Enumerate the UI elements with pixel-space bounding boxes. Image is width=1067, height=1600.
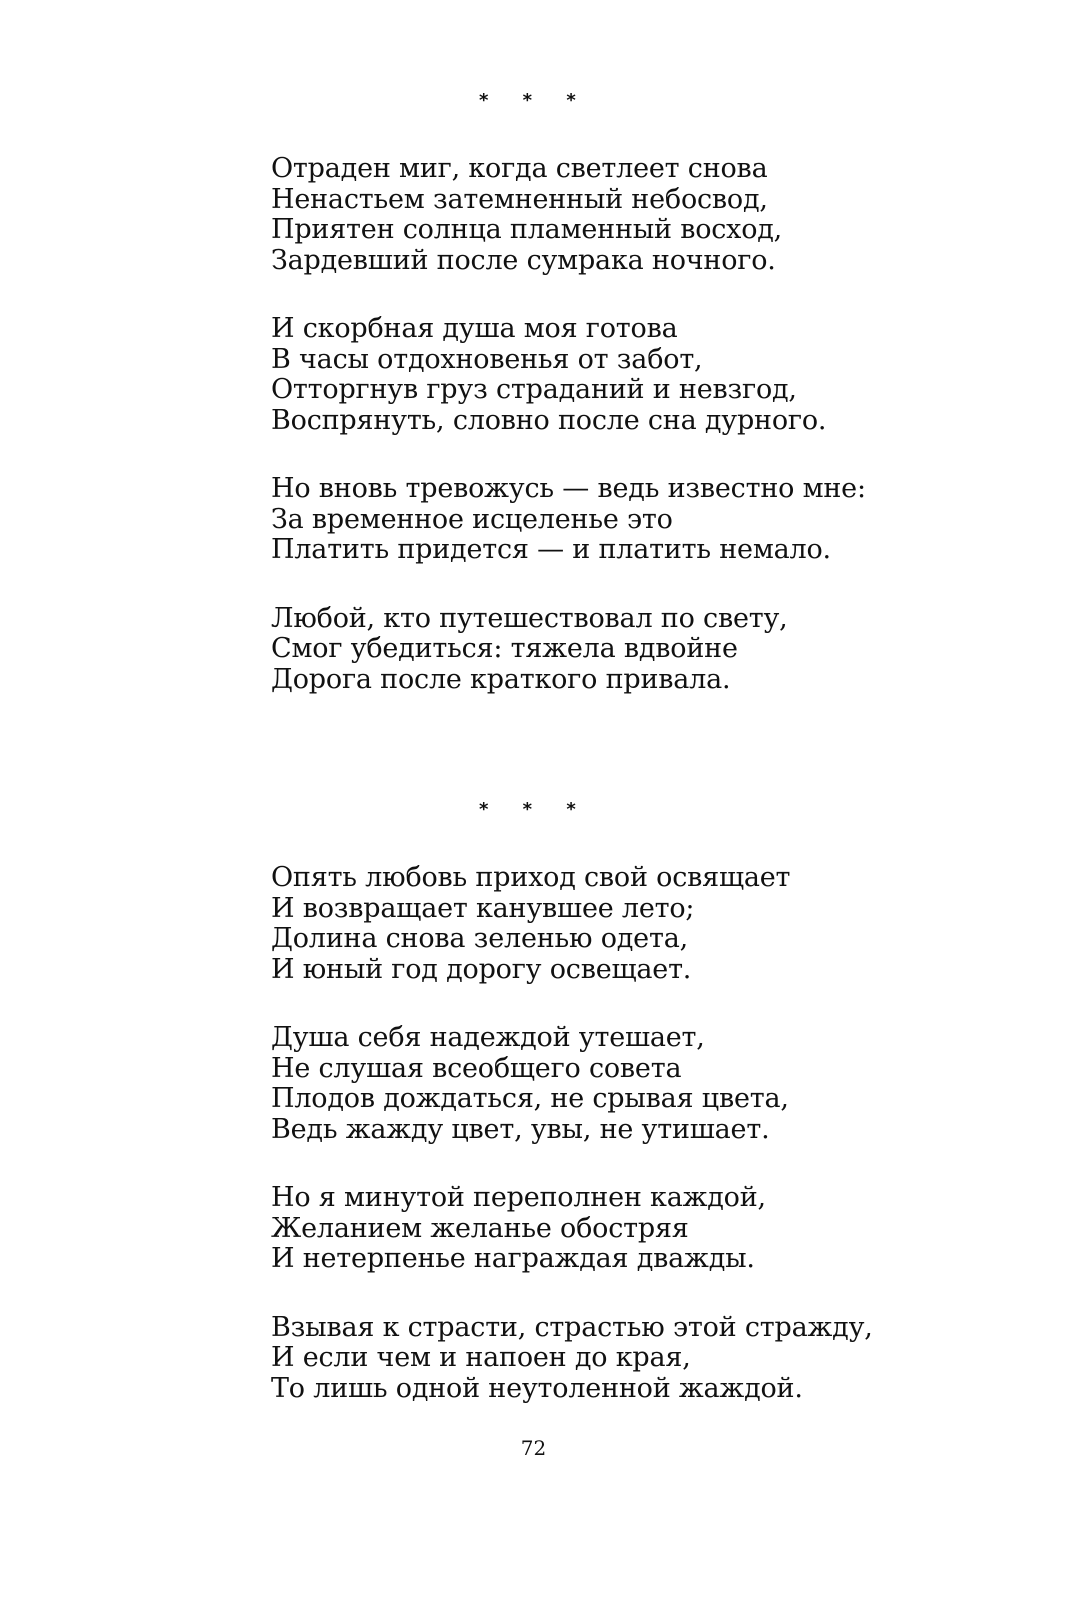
poem-1 bbox=[271, 88, 951, 733]
verse-line: Не слушая всеобщего совета bbox=[271, 1052, 682, 1084]
verse-line: Душа себя надеждой утешает, bbox=[271, 1022, 705, 1053]
poem-2 bbox=[271, 797, 951, 1442]
verse-line: Зардевший после сумрака ночного. bbox=[271, 244, 776, 276]
verse-line: Приятен солнца пламенный восход, bbox=[271, 214, 783, 245]
verse-line: Отторгнув груз страданий и невзгод, bbox=[271, 374, 797, 405]
verse-line: Опять любовь приход свой освящает bbox=[271, 862, 791, 893]
stanza bbox=[271, 314, 951, 436]
stanza bbox=[271, 154, 951, 276]
verse-line: И возвращает канувшее лето; bbox=[271, 892, 695, 924]
verse-line: Любой, кто путешествовал по свету, bbox=[271, 602, 788, 634]
section-separator: * * * bbox=[479, 90, 590, 111]
verse-line: Долина снова зеленью одета, bbox=[271, 923, 688, 954]
verse-line: И юный год дорогу освещает. bbox=[271, 953, 692, 985]
stanza bbox=[271, 604, 951, 696]
verse-line: В часы отдохновенья от забот, bbox=[271, 343, 703, 375]
verse-line: Но вновь тревожусь — ведь известно мне: bbox=[271, 473, 866, 504]
verse-line: За временное исцеленье это bbox=[271, 503, 673, 535]
verse-line: И нетерпенье награждая дважды. bbox=[271, 1243, 755, 1274]
verse-line: И если чем и напоен до края, bbox=[271, 1342, 691, 1373]
verse-line: Но я минутой переполнен каждой, bbox=[271, 1182, 766, 1213]
verse-line: Платить придется — и платить немало. bbox=[271, 534, 831, 565]
section-separator: * * * bbox=[479, 799, 590, 820]
verse-line: Ненастьем затемненный небосвод, bbox=[271, 183, 768, 215]
stanza bbox=[271, 474, 951, 566]
verse-line: Ведь жажду цвет, увы, не утишает. bbox=[271, 1113, 770, 1145]
page-number: 72 bbox=[520, 1436, 547, 1460]
verse-line: Плодов дождаться, не срывая цвета, bbox=[271, 1083, 789, 1114]
verse-line: Желанием желанье обостряя bbox=[271, 1212, 689, 1244]
stanza bbox=[271, 1313, 951, 1405]
verse-line: И скорбная душа моя готова bbox=[271, 313, 678, 344]
stanza bbox=[271, 1183, 951, 1275]
verse-line: То лишь одной неутоленной жаждой. bbox=[271, 1372, 803, 1404]
stanza bbox=[271, 1023, 951, 1145]
verse-line: Воспрянуть, словно после сна дурного. bbox=[271, 404, 827, 436]
verse-line: Отраден миг, когда светлеет снова bbox=[271, 153, 768, 184]
verse-line: Смог убедиться: тяжела вдвойне bbox=[271, 633, 738, 664]
verse-line: Дорога после краткого привала. bbox=[271, 663, 731, 695]
verse-line: Взывая к страсти, страстью этой стражду, bbox=[271, 1311, 873, 1343]
stanza bbox=[271, 863, 951, 985]
